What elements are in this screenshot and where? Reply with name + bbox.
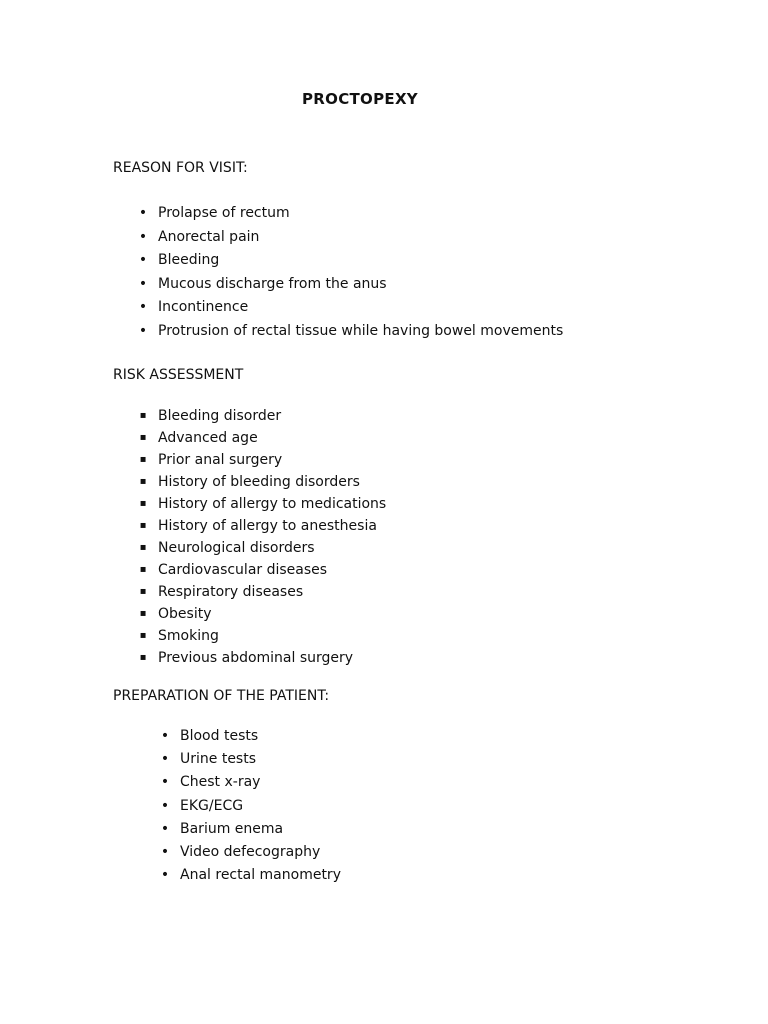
bullet-icon: • — [138, 299, 148, 315]
bullet-icon: • — [160, 797, 170, 814]
bullet-icon: ▪ — [139, 608, 147, 619]
bullet-icon: • — [138, 205, 148, 221]
risk-list-item — [139, 626, 386, 648]
bullet-icon: ▪ — [139, 520, 147, 531]
bullet-icon: • — [138, 275, 148, 292]
risk-assessment-list — [139, 406, 387, 670]
list-item-text: Bleeding — [158, 252, 220, 268]
list-item-text: History of allergy to anesthesia — [158, 518, 377, 534]
list-item-text: Previous abdominal surgery — [158, 650, 354, 666]
risk-list-item — [139, 406, 386, 428]
bullet-icon: • — [160, 867, 170, 884]
bullet-icon: ▪ — [139, 498, 147, 509]
risk-list-item — [139, 516, 386, 538]
list-item-text: Cardiovascular diseases — [158, 562, 328, 578]
list-item-text: Barium enema — [180, 820, 284, 837]
list-item-text: Protrusion of rectal tissue while having bowel movements — [158, 322, 564, 339]
list-item-text: History of bleeding disorders — [158, 474, 360, 490]
list-item-text: EKG/ECG — [180, 797, 244, 814]
reason-list-item — [138, 227, 563, 251]
reason-list-item — [138, 321, 564, 345]
bullet-icon: • — [160, 728, 170, 744]
reason-list-item — [138, 274, 563, 298]
list-item-text: Advanced age — [158, 430, 258, 446]
reason-list-item — [138, 203, 563, 227]
bullet-icon: ▪ — [139, 542, 147, 553]
bullet-icon: • — [138, 322, 148, 339]
list-item-text: Anorectal pain — [158, 228, 260, 245]
list-item-text: Bleeding disorder — [158, 408, 282, 424]
prep-list-item — [160, 842, 341, 865]
bullet-icon: ▪ — [139, 410, 147, 421]
prep-list-item — [160, 726, 341, 749]
list-item-text: Neurological disorders — [158, 540, 315, 556]
prep-list-item — [160, 772, 341, 795]
risk-list-item — [139, 428, 386, 450]
list-item-text: Blood tests — [180, 728, 259, 744]
list-item-text: Respiratory diseases — [158, 584, 304, 600]
list-item-text: Anal rectal manometry — [180, 867, 341, 884]
list-item-text: Obesity — [158, 606, 212, 622]
list-item-text: History of allergy to medications — [158, 496, 387, 512]
risk-list-item — [139, 560, 386, 582]
bullet-icon: ▪ — [139, 432, 147, 443]
bullet-icon: • — [160, 843, 170, 860]
prep-list-item — [160, 749, 341, 772]
bullet-icon: • — [160, 820, 170, 837]
bullet-icon: ▪ — [139, 630, 147, 641]
bullet-icon: • — [160, 751, 170, 768]
risk-list-item — [139, 582, 386, 604]
risk-list-item — [139, 604, 386, 626]
section-heading-reason-for-visit: REASON FOR VISIT: — [113, 160, 248, 176]
reason-for-visit-list — [138, 203, 564, 344]
section-heading-risk-assessment: RISK ASSESSMENT — [113, 367, 244, 383]
prep-list-item — [160, 865, 341, 888]
risk-list-item — [139, 538, 386, 560]
list-item-text: Incontinence — [158, 299, 249, 315]
preparation-list — [160, 726, 341, 888]
bullet-icon: ▪ — [139, 652, 147, 663]
bullet-icon: ▪ — [139, 454, 147, 465]
bullet-icon: • — [138, 252, 148, 268]
risk-list-item — [139, 472, 386, 494]
bullet-icon: ▪ — [139, 586, 147, 597]
list-item-text: Urine tests — [180, 751, 257, 768]
list-item-text: Video defecography — [180, 843, 321, 860]
list-item-text: Smoking — [158, 628, 219, 644]
bullet-icon: • — [138, 228, 148, 245]
list-item-text: Prior anal surgery — [158, 452, 283, 468]
risk-list-item — [139, 648, 386, 670]
prep-list-item — [160, 819, 341, 842]
list-item-text: Mucous discharge from the anus — [158, 275, 387, 292]
reason-list-item — [138, 297, 563, 321]
document-title: PROCTOPEXY — [302, 90, 418, 108]
list-item-text: Chest x-ray — [180, 774, 261, 791]
risk-list-item — [139, 450, 386, 472]
list-item-text: Prolapse of rectum — [158, 205, 290, 221]
bullet-icon: ▪ — [139, 564, 147, 575]
section-heading-preparation-of-patient: PREPARATION OF THE PATIENT: — [113, 688, 330, 704]
bullet-icon: • — [160, 774, 170, 791]
bullet-icon: ▪ — [139, 476, 147, 487]
prep-list-item — [160, 796, 341, 819]
risk-list-item — [139, 494, 387, 516]
reason-list-item — [138, 250, 563, 274]
